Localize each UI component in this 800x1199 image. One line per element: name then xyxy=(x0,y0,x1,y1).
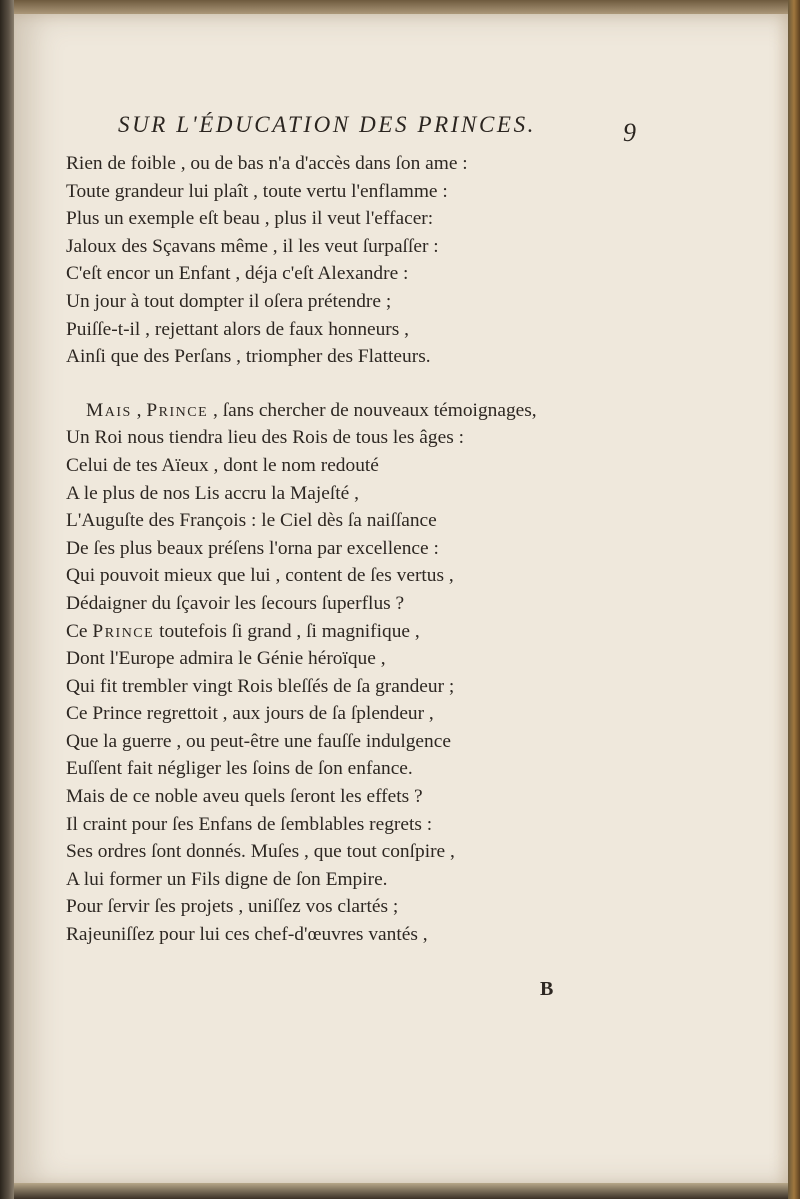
verse-line: A le plus de nos Lis accru la Majeſté , xyxy=(66,482,359,504)
verse-line: Ainſi que des Perſans , triompher des Flatteurs. xyxy=(66,346,431,368)
verse-word-prince: Prince xyxy=(92,620,155,642)
verse-comma: , xyxy=(136,399,142,421)
verse-line: Ses ordres ſont donnés. Muſes , que tout conſpire , xyxy=(66,841,455,863)
opening-word-prince: Prince xyxy=(146,399,209,421)
verse-text: , ſans chercher de nouveaux témoignages, xyxy=(213,399,537,421)
verse-line: Ce Prince regrettoit , aux jours de ſa ſplendeur , xyxy=(66,703,434,725)
stanza-break xyxy=(66,371,646,397)
verse-line: Toute grandeur lui plaît , toute vertu l'enflamme : xyxy=(66,180,448,202)
verse-line: Un jour à tout dompter il oſera prétendre ; xyxy=(66,290,392,312)
stanza-1 xyxy=(66,150,646,371)
verse-line-opening xyxy=(66,397,646,425)
verse-line: C'eſt encor un Enfant , déja c'eſt Alexandre : xyxy=(66,263,409,285)
page-bottom-edge xyxy=(14,1183,788,1199)
verse-line-ce-prince xyxy=(66,618,646,646)
page-number: 9 xyxy=(623,118,636,147)
book-gutter-left xyxy=(0,0,14,1199)
verse-line: Qui fit trembler vingt Rois bleſſés de ſa grandeur ; xyxy=(66,675,455,697)
verse-line: Un Roi nous tiendra lieu des Rois de tous les âges : xyxy=(66,427,465,449)
verse-line: A lui former un Fils digne de ſon Empire. xyxy=(66,868,388,890)
verse-line: Pour ſervir ſes projets , uniſſez vos clartés ; xyxy=(66,896,399,918)
verse-line: Dédaigner du ſçavoir les ſecours ſuperflus ? xyxy=(66,592,405,614)
signature-mark: B xyxy=(540,978,554,1000)
verse-line: L'Auguſte des François : le Ciel dès ſa naiſſance xyxy=(66,510,437,532)
verse-word-ce: Ce xyxy=(66,620,88,642)
verse-line: Rajeuniſſez pour lui ces chef-d'œuvres vantés , xyxy=(66,924,428,946)
verse-line: Mais de ce noble aveu quels ſeront les effets ? xyxy=(66,786,423,808)
verse-line: Il craint pour ſes Enfans de ſemblables regrets : xyxy=(66,813,433,835)
verse-line: Euſſent fait négliger les ſoins de ſon enfance. xyxy=(66,758,413,780)
stanza-2 xyxy=(66,397,646,949)
poem-text xyxy=(66,150,646,949)
book-cover-edge-right xyxy=(788,0,800,1199)
verse-line: Rien de foible , ou de bas n'a d'accès dans ſon ame : xyxy=(66,153,468,174)
verse-line: De ſes plus beaux préſens l'orna par excellence : xyxy=(66,537,439,559)
opening-word-mais: Mais xyxy=(86,399,132,421)
verse-line: Jaloux des Sçavans même , il les veut ſurpaſſer : xyxy=(66,235,439,257)
running-head: SUR L'ÉDUCATION DES PRINCES. xyxy=(118,112,537,137)
verse-line: Qui pouvoit mieux que lui , content de ſes vertus , xyxy=(66,565,454,587)
verse-line: Celui de tes Aïeux , dont le nom redouté xyxy=(66,454,379,476)
verse-line: Puiſſe-t-il , rejettant alors de faux honneurs , xyxy=(66,318,410,340)
verse-line: Dont l'Europe admira le Génie héroïque , xyxy=(66,648,386,670)
verse-line: Que la guerre , ou peut-être une fauſſe indulgence xyxy=(66,730,451,752)
verse-line: Plus un exemple eſt beau , plus il veut l'effacer: xyxy=(66,208,434,230)
verse-text: toutefois ſi grand , ſi magnifique , xyxy=(159,620,420,642)
